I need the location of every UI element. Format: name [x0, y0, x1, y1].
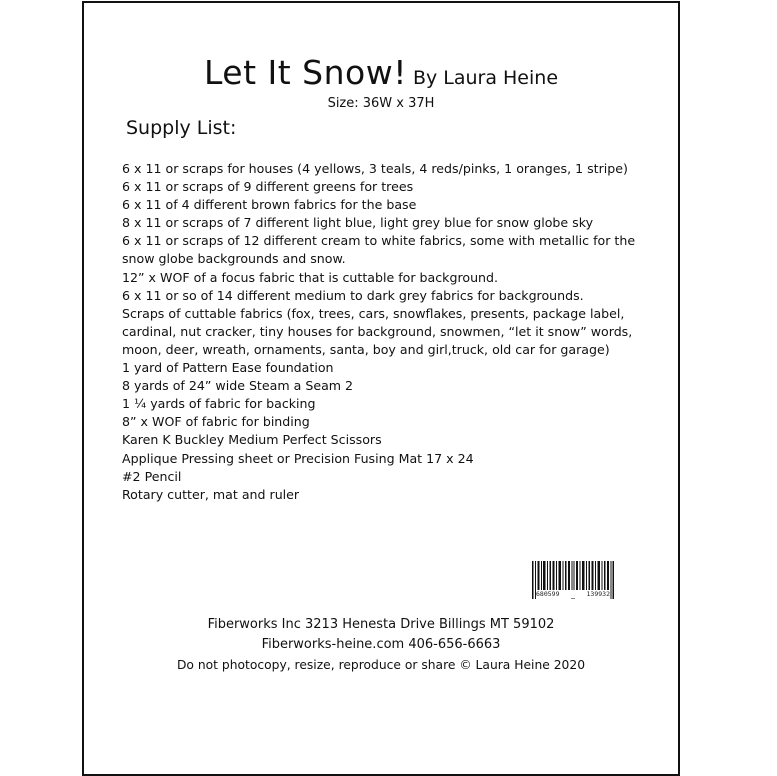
pattern-title: Let It Snow! — [203, 53, 407, 92]
list-item: 12” x WOF of a focus fabric that is cuttable for background. — [122, 269, 499, 285]
list-item: 8 yards of 24” wide Steam a Seam 2 — [122, 378, 354, 394]
list-item: 8 x 11 or scraps of 7 different light blue, light grey blue for snow globe sky — [122, 215, 594, 231]
list-item: 1 yard of Pattern Ease foundation — [122, 360, 334, 376]
list-item: 6 x 11 or so of 14 different medium to dark grey fabrics for backgrounds. — [122, 287, 584, 303]
barcode-numbers — [536, 590, 610, 598]
list-item: 8” x WOF of fabric for binding — [122, 414, 310, 430]
barcode-right-number: 139932 — [586, 590, 610, 598]
list-item: 6 x 11 or scraps of 12 different cream to white fabrics, some with metallic for the snow globe backgrounds and snow. — [122, 233, 636, 267]
title-row — [84, 53, 678, 92]
list-item: 6 x 11 or scraps for houses (4 yellows, 3 teals, 4 reds/pinks, 1 oranges, 1 stripe) — [122, 161, 628, 176]
footer-copyright: Do not photocopy, resize, reproduce or share © Laura Heine 2020 — [176, 658, 586, 672]
footer-address: Fiberworks Inc 3213 Henesta Drive Billings MT 59102 — [207, 617, 555, 632]
list-item: Applique Pressing sheet or Precision Fusing Mat 17 x 24 — [122, 450, 474, 466]
supply-list-heading: Supply List: — [126, 117, 237, 139]
list-item: 1 ¼ yards of fabric for backing — [122, 396, 316, 412]
finished-size: Size: 36W x 37H — [327, 96, 435, 111]
supply-list — [122, 160, 642, 504]
barcode-left-number: 680599 — [536, 590, 560, 598]
list-item: #2 Pencil — [122, 468, 182, 484]
list-item: Scraps of cuttable fabrics (fox, trees, cars, snowflakes, presents, package label, cardinal, nut cracker, tiny houses for background, snowmen, “let it snow” words, moon, deer, wreath, ornaments, santa, boy and girl,truck, old car for garage) — [122, 305, 633, 357]
pattern-byline: By Laura Heine — [412, 67, 559, 89]
pattern-back-page — [82, 1, 680, 776]
list-item: 6 x 11 or scraps of 9 different greens for trees — [122, 179, 414, 195]
list-item: 6 x 11 of 4 different brown fabrics for the base — [122, 197, 417, 213]
list-item: Karen K Buckley Medium Perfect Scissors — [122, 432, 382, 448]
list-item: Rotary cutter, mat and ruler — [122, 486, 300, 502]
footer-contact: Fiberworks-heine.com 406-656-6663 — [261, 637, 501, 652]
